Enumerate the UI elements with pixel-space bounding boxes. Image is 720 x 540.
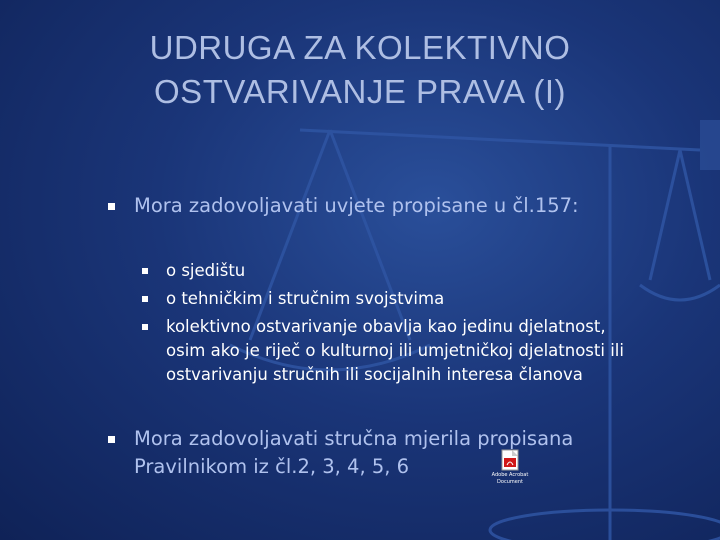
sub-bullet-2: o tehničkim i stručnim svojstvima xyxy=(166,289,445,308)
title-line-1: UDRUGA ZA KOLEKTIVNO xyxy=(149,29,571,66)
main-bullet-1: Mora zadovoljavati uvjete propisane u čl.157: xyxy=(134,194,579,217)
slide-title xyxy=(0,26,720,114)
sub-bullet-square-icon xyxy=(142,296,148,302)
sub-bullet-square-icon xyxy=(142,324,148,330)
sub-bullet-3-line-2: osim ako je riječ o kulturnoj ili umjetničkoj djelatnosti ili xyxy=(166,341,624,360)
sub-bullet-1: o sjedištu xyxy=(166,261,246,280)
sub-bullet-3-line-1: kolektivno ostvarivanje obavlja kao jedinu djelatnost, xyxy=(166,317,606,336)
sub-bullet-3-line-3: ostvarivanju stručnih ili socijalnih interesa članova xyxy=(166,365,583,384)
main-bullet-2-line-1: Mora zadovoljavati stručna mjerila propisana xyxy=(134,427,574,450)
pdf-caption-line-2: Document xyxy=(497,479,523,485)
pdf-caption-line-1: Adobe Acrobat xyxy=(491,472,529,478)
bullet-square-icon xyxy=(108,436,115,443)
bullet-square-icon xyxy=(108,203,115,210)
sub-bullet-square-icon xyxy=(142,268,148,274)
main-bullet-2-line-2: Pravilnikom iz čl.2, 3, 4, 5, 6 xyxy=(134,455,410,478)
title-line-2: OSTVARIVANJE PRAVA (I) xyxy=(154,73,566,110)
